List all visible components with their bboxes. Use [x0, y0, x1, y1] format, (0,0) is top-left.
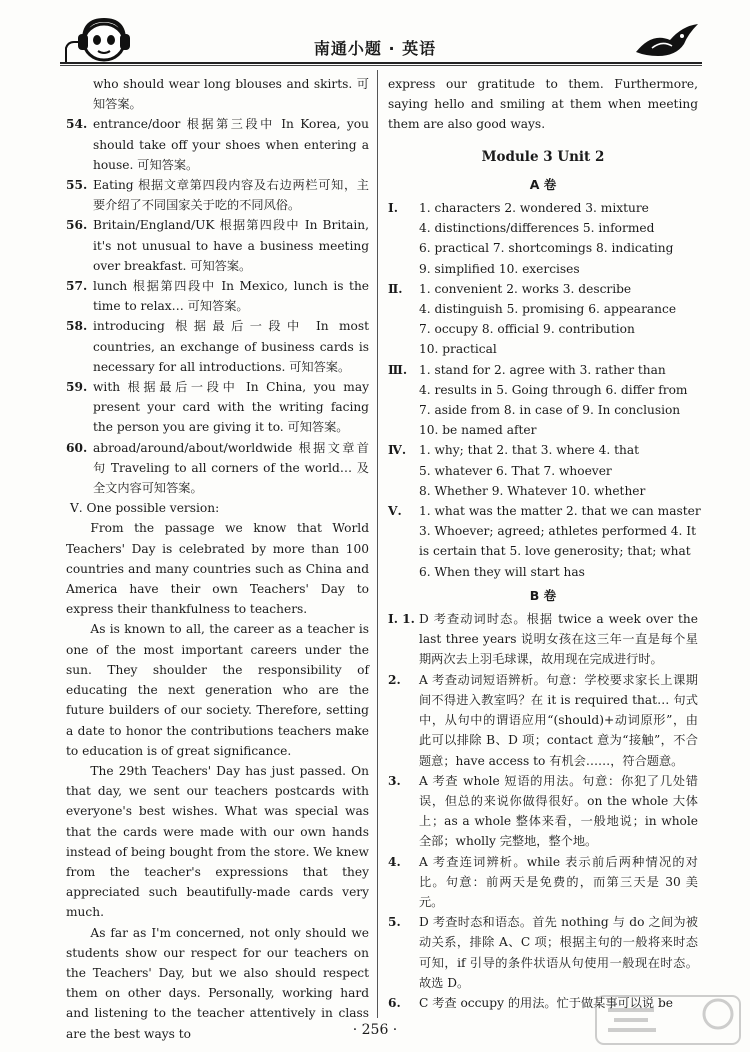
header-rule [60, 62, 702, 64]
left-column [66, 74, 369, 1044]
explanation-item: Ⅰ. 1. D 考查动词时态。根据 twice a week over the last three years 说明女孩在这三年一直是每个星期两次去上羽毛球课，故用现在完成进行时。 [388, 612, 698, 667]
answer-item: 58. introducing 根据最后一段中 In most countries, an exchange of business cards is necessary for all introductions. 可知答案。 [66, 319, 369, 374]
continued-answer: who should wear long blouses and skirts. 可知答案。 [93, 77, 369, 112]
explanation-item: 4. A 考查连词辨析。while 表示前后两种情况的对比。句意：前两天是免费的，而第三天是 30 美元。 [388, 854, 698, 909]
answer-group: Ⅲ. 1. stand for 2. agree with 3. rather than 4. results in 5. Going through 6. differ from 7. aside from 8. in case of 9. In conclusion 10. be named after [388, 362, 688, 438]
answer-item: 56. Britain/England/UK 根据第四段中 In Britain, it's not unusual to have a business meeting over breakfast. 可知答案。 [66, 218, 369, 273]
answer-item: 55. Eating 根据文章第四段内容及右边两栏可知，主要介绍了不同国家关于吃的不同风俗。 [66, 178, 369, 213]
answer-group: Ⅱ. 1. convenient 2. works 3. describe 4. distinguish 5. promising 6. appearance 7. occupy 8. official 9. contribution 10. practical [388, 281, 677, 357]
answer-item: 59. with 根据最后一段中 In China, you may present your card with the writing facing the person you are giving it to. 可知答案。 [66, 380, 369, 435]
explanation-item: 5. D 考查时态和语态。首先 nothing 与 do 之间为被动关系，排除 A、C 项；根据主句的一般将来时态可知，if 引导的条件状语从句使用一般现在时态。故选 D。 [388, 915, 698, 990]
essay-paragraph: From the passage we know that World Teachers' Day is celebrated by more than 100 countries and many countries such as China and America have their own Teachers' Day to express their thankfulness to teachers. [66, 521, 369, 617]
essay-continued: express our gratitude to them. Furthermore, saying hello and smiling at them when meeting them are also good ways. [388, 77, 698, 132]
header-rule-thin [60, 65, 702, 66]
essay-paragraph: As far as I'm concerned, not only should we students show our respect for our teachers on the Teachers' Day, but we also should respect them on other days. Personally, working hard and listening to the teacher attentively in class are the best ways to [66, 925, 369, 1041]
answer-group: Ⅳ. 1. why; that 2. that 3. where 4. that 5. whatever 6. That 7. whoever 8. Whether 9. Whatever 10. whether [388, 443, 646, 498]
watermark-logo-icon [594, 992, 744, 1048]
essay-paragraph: As is known to all, the career as a teacher is one of the most important careers under the sun. They shoulder the responsibility of educating the next generation who are the future builders of our society. Therefore, setting a date to honor the contributions teachers make to education is of great significance. [66, 622, 369, 758]
section-b-heading: B 卷 [529, 587, 557, 603]
explanation-item: 6. C 考查 occupy 的用法。忙于做某事可以说 be [388, 995, 673, 1010]
answer-item: 54. entrance/door 根据第三段中 In Korea, you should take off your shoes when entering a house. 可知答案。 [66, 117, 369, 172]
page-header [0, 0, 750, 72]
module-heading: Module 3 Unit 2 [481, 148, 605, 165]
explanation-item: 3. A 考查 whole 短语的用法。句意：你犯了几处错误，但总的来说你做得很好。on the whole 大体上；as a whole 整体来看，一般地说；in whole 全部；wholly 完整地，整个地。 [388, 773, 698, 849]
column-divider [377, 70, 378, 1018]
explanation-item: 2. A 考查动词短语辨析。句意：学校要求家长上课期间不得进入教室吗？在 it is required that… 句式中，从句中的谓语应用“(should)+动词原形”，由此可以排除 B、D 项；contact 意为“接触”，不合题意；have access to 有机会……，符合题意。 [388, 672, 698, 768]
bird-logo-icon [632, 22, 702, 64]
answer-group: Ⅴ. 1. what was the matter 2. that we can master 3. Whoever; agreed; athletes performed 4. It is certain that 5. love generosity; that; what 6. When they will start has [388, 504, 701, 579]
section-a-heading: A 卷 [529, 176, 557, 192]
essay-paragraph: The 29th Teachers' Day has just passed. On that day, we sent our teachers postcards with everyone's best wishes. What was special was that the cards were made with our own hands instead of being bought from the store. We knew from the teacher's expressions that they appreciated such beautifully-made cards very much. [66, 763, 369, 920]
right-column [388, 74, 701, 1013]
essay-heading: Ⅴ. One possible version: [70, 501, 220, 516]
page-number: · 256 · [352, 1022, 398, 1038]
answer-item: 57. lunch 根据第四段中 In Mexico, lunch is the time to relax… 可知答案。 [66, 279, 369, 314]
header-title: 南通小题 · 英语 [313, 39, 437, 58]
answer-group: Ⅰ. 1. characters 2. wondered 3. mixture 4. distinctions/differences 5. informed 6. practical 7. shortcomings 8. indicating 9. simplified 10. exercises [388, 201, 674, 276]
answer-item: 60. abroad/around/about/worldwide 根据文章首句 Traveling to all corners of the world… 及全文内容可知答案。 [66, 440, 369, 496]
